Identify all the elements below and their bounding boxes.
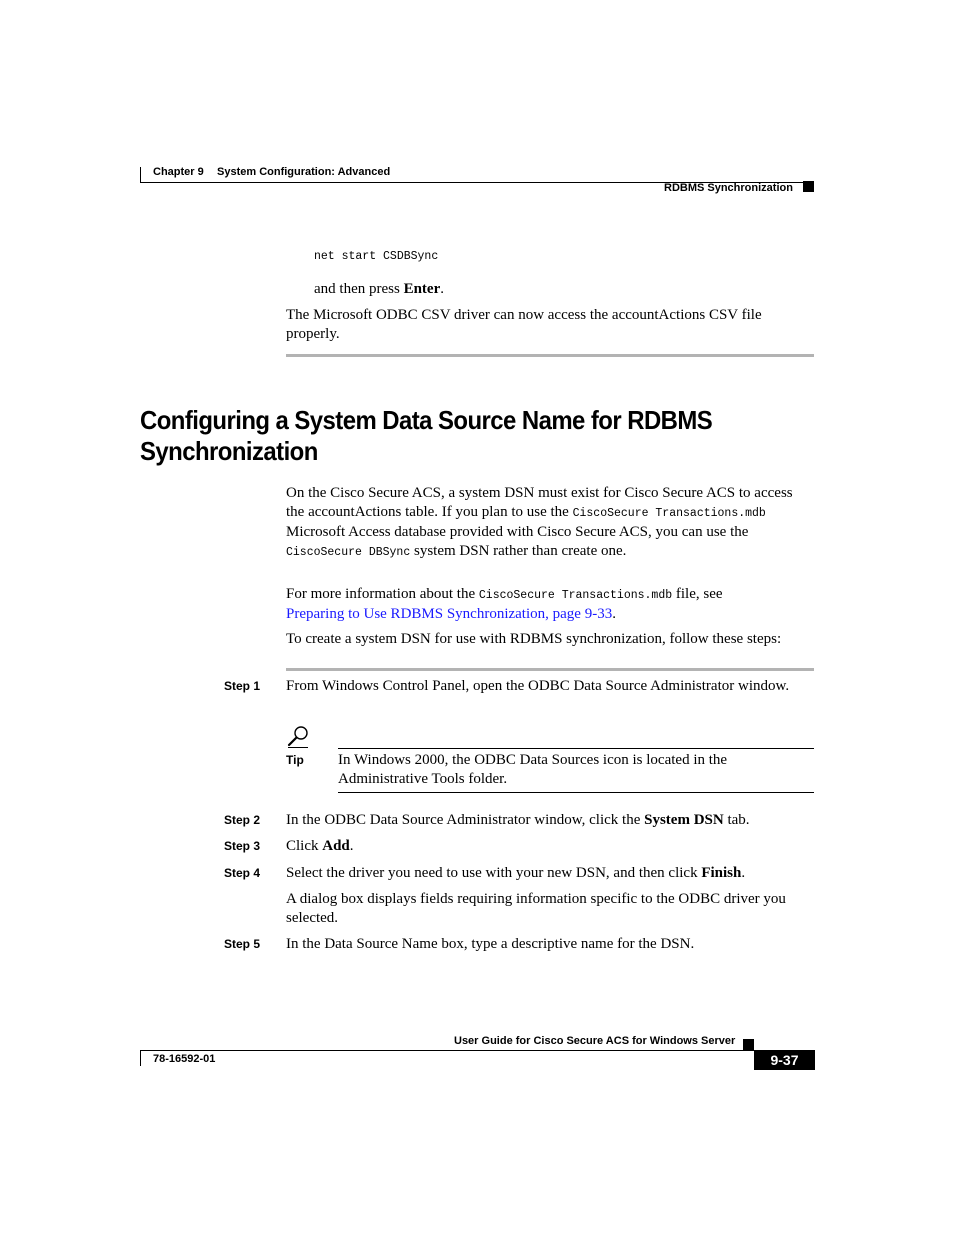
tip-bottom-rule: [338, 792, 814, 793]
header-chapter: Chapter 9: [153, 166, 204, 178]
step-1-label: Step 1: [224, 679, 261, 693]
tip-top-rule: [338, 748, 814, 749]
header-section: RDBMS Synchronization: [664, 182, 793, 194]
paragraph-dsn: On the Cisco Secure ACS, a system DSN must exist for Cisco Secure ACS to access the accountActions table. If you plan to use the CiscoSecure Transactions.mdb Microsoft Access database provided with Cisco Secure ACS, you can use the CiscoSecure DBSync system DSN rather than create one.: [286, 485, 793, 559]
tip-text: In Windows 2000, the ODBC Data Sources icon is located in the Administrative Tools folder.: [338, 752, 728, 787]
tip-label: Tip: [286, 753, 304, 767]
section-title: Configuring a System Data Source Name for RDBMS Synchronization: [140, 405, 713, 466]
step-1-text: From Windows Control Panel, open the ODBC Data Source Administrator window.: [286, 678, 790, 694]
preparing-link[interactable]: Preparing to Use RDBMS Synchronization, page 9-33: [286, 606, 613, 622]
paragraph-steps-intro: To create a system DSN for use with RDBMS synchronization, follow these steps:: [286, 631, 782, 647]
step-3-text: Click Add.: [286, 838, 354, 854]
footer-marker: [743, 1039, 754, 1050]
paragraph-more-info: For more information about the CiscoSecure Transactions.mdb file, see Preparing to Use RDBMS Synchronization, page 9-33.: [286, 586, 723, 622]
header-chapter-title: System Configuration: Advanced: [217, 166, 391, 178]
footer-rule: [140, 1050, 754, 1051]
step-5-text: In the Data Source Name box, type a descriptive name for the DSN.: [286, 936, 695, 952]
intro-end-rule: [286, 354, 814, 357]
footer-guide-title: User Guide for Cisco Secure ACS for Windows Server: [454, 1035, 736, 1047]
footer-doc-number: 78-16592-01: [153, 1053, 216, 1065]
step-4-text: Select the driver you need to use with your new DSN, and then click Finish.: [286, 865, 746, 881]
step-4-detail: A dialog box displays fields requiring information specific to the ODBC driver you selected.: [286, 891, 786, 926]
step-3-label: Step 3: [224, 839, 261, 853]
step-5-label: Step 5: [224, 937, 261, 951]
step-2-text: In the ODBC Data Source Administrator window, click the System DSN tab.: [286, 812, 750, 828]
page-number: 9-37: [754, 1050, 815, 1070]
step-2-label: Step 2: [224, 813, 261, 827]
step-4-label: Step 4: [224, 866, 261, 880]
magnifier-icon: [286, 725, 310, 749]
result-text: The Microsoft ODBC CSV driver can now access the accountActions CSV file properly.: [286, 307, 762, 342]
footer-rule-tick: [140, 1050, 141, 1066]
steps-start-rule: [286, 668, 814, 671]
press-enter-text: and then press Enter.: [314, 281, 444, 297]
command-line: net start CSDBSync: [314, 250, 439, 263]
header-marker: [803, 181, 814, 192]
header-rule-tick: [140, 167, 141, 183]
